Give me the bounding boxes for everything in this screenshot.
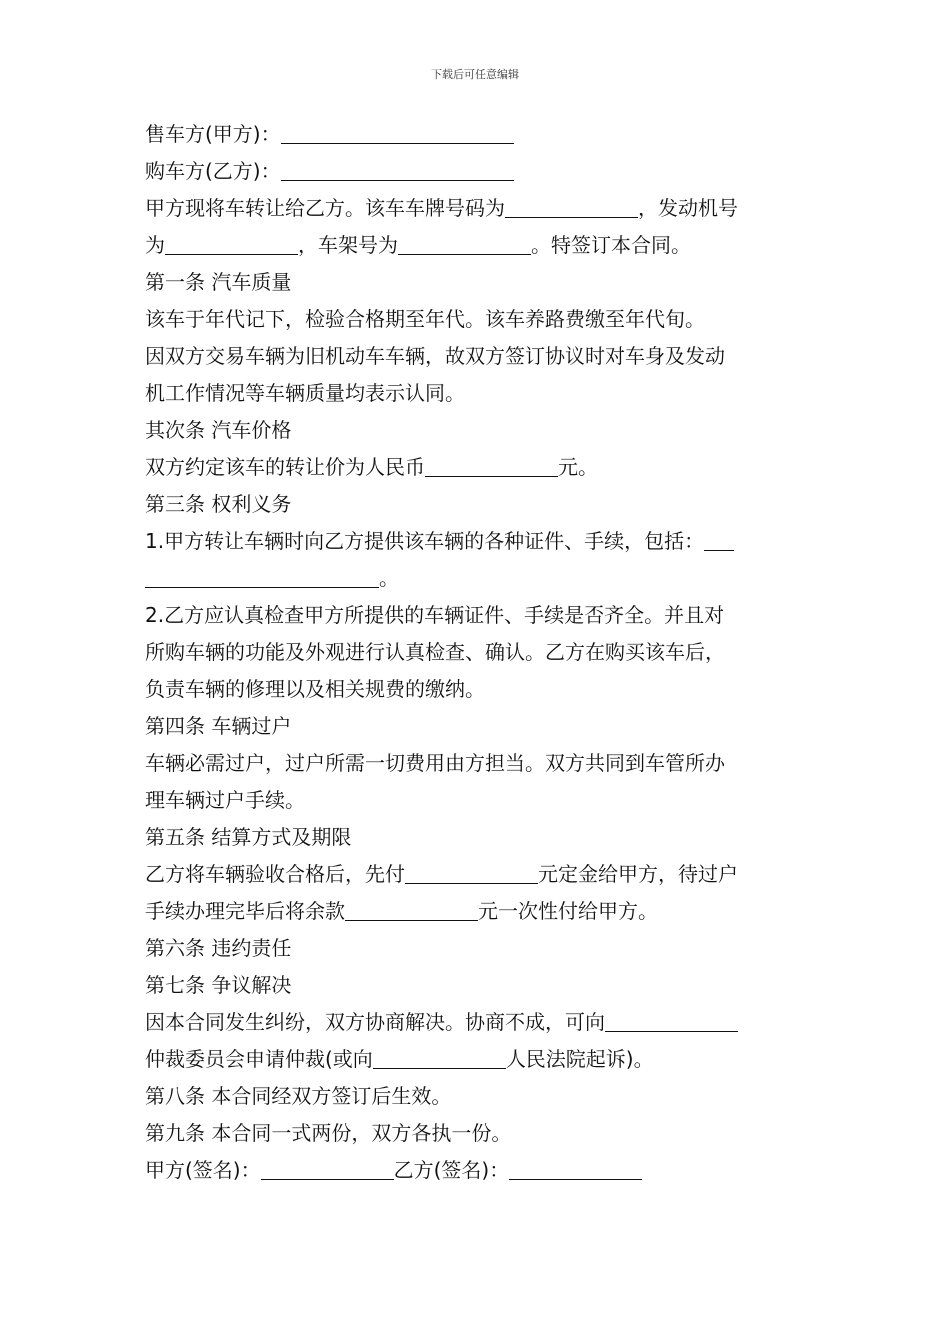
frame-number-blank <box>398 232 531 255</box>
article-5-line <box>145 856 813 893</box>
article-1-line: 该车于年代记下，检验合格期至年代。该车养路费缴至年代旬。 <box>145 307 705 331</box>
article-1-line: 因双方交易车辆为旧机动车车辆，故双方签订协议时对车身及发动 <box>145 344 725 368</box>
price-blank <box>425 454 558 477</box>
payment-text: 元定金给甲方，待过户 <box>538 862 738 886</box>
seller-blank <box>281 121 514 144</box>
arbitration-blank <box>605 1009 738 1032</box>
signature-line <box>145 1152 813 1189</box>
article-4-line: 车辆必需过户，过户所需一切费用由方担当。双方共同到车管所办 <box>145 751 725 775</box>
dispute-text: 仲裁委员会申请仲裁(或向 <box>145 1047 373 1071</box>
seller-line <box>145 116 813 153</box>
dispute-text: 人民法院起诉)。 <box>505 1047 654 1071</box>
article-4-title: 第四条 车辆过户 <box>145 714 292 738</box>
balance-blank <box>345 898 478 921</box>
article-4-line: 理车辆过户手续。 <box>145 788 305 812</box>
article-1-title: 第一条 汽车质量 <box>145 270 292 294</box>
header-note: 下载后可任意编辑 <box>431 68 519 81</box>
article-1-line: 机工作情况等车辆质量均表示认同。 <box>145 381 465 405</box>
article-2-title: 其次条 汽车价格 <box>145 418 292 442</box>
documents-blank <box>145 565 379 588</box>
transfer-text: 为 <box>145 233 165 257</box>
court-blank <box>373 1046 506 1069</box>
transfer-line-2 <box>145 227 813 264</box>
seller-label: 售车方(甲方)： <box>145 122 281 146</box>
transfer-text: ，发动机号 <box>638 196 738 220</box>
buyer-label: 购车方(乙方)： <box>145 159 281 183</box>
party-a-signature-blank <box>261 1157 394 1180</box>
article-3-title: 第三条 权利义务 <box>145 492 292 516</box>
article-3-item-1-cont <box>145 560 813 597</box>
buyer-line <box>145 153 813 190</box>
article-2-line <box>145 449 813 486</box>
party-a-signature-label: 甲方(签名)： <box>145 1158 261 1182</box>
article-8: 第八条 本合同经双方签订后生效。 <box>145 1084 452 1108</box>
article-9: 第九条 本合同一式两份，双方各执一份。 <box>145 1121 512 1145</box>
payment-text: 元一次性付给甲方。 <box>478 899 658 923</box>
transfer-text: 。特签订本合同。 <box>531 233 691 257</box>
article-7-line <box>145 1041 813 1078</box>
plate-number-blank <box>505 195 638 218</box>
party-b-signature-label: 乙方(签名)： <box>393 1158 510 1182</box>
article-3-item-2: 2.乙方应认真检查甲方所提供的车辆证件、手续是否齐全。并且对 <box>145 603 725 627</box>
party-b-signature-blank <box>509 1157 642 1180</box>
engine-number-blank <box>165 232 298 255</box>
deposit-blank <box>405 861 538 884</box>
payment-text: 乙方将车辆验收合格后，先付 <box>145 862 405 886</box>
article-3-item-2: 所购车辆的功能及外观进行认真检查、确认。乙方在购买该车后， <box>145 640 725 664</box>
article-7-line <box>145 1004 813 1041</box>
item-text: 1.甲方转让车辆时向乙方提供该车辆的各种证件、手续，包括： <box>145 529 705 553</box>
dispute-text: 因本合同发生纠纷，双方协商解决。协商不成，可向 <box>145 1010 605 1034</box>
transfer-text: ，车架号为 <box>298 233 398 257</box>
price-text: 元。 <box>558 455 598 479</box>
article-6-title: 第六条 违约责任 <box>145 936 292 960</box>
documents-blank <box>704 528 734 551</box>
transfer-text: 甲方现将车转让给乙方。该车车牌号码为 <box>145 196 505 220</box>
payment-text: 手续办理完毕后将余款 <box>145 899 345 923</box>
article-3-item-1 <box>145 523 813 560</box>
article-5-title: 第五条 结算方式及期限 <box>145 825 352 849</box>
transfer-line-1 <box>145 190 813 227</box>
buyer-blank <box>281 158 514 181</box>
price-text: 双方约定该车的转让价为人民币 <box>145 455 425 479</box>
article-3-item-2: 负责车辆的修理以及相关规费的缴纳。 <box>145 677 485 701</box>
article-7-title: 第七条 争议解决 <box>145 973 292 997</box>
article-5-line <box>145 893 813 930</box>
contract-body <box>145 116 813 1189</box>
item-text: 。 <box>379 566 399 590</box>
